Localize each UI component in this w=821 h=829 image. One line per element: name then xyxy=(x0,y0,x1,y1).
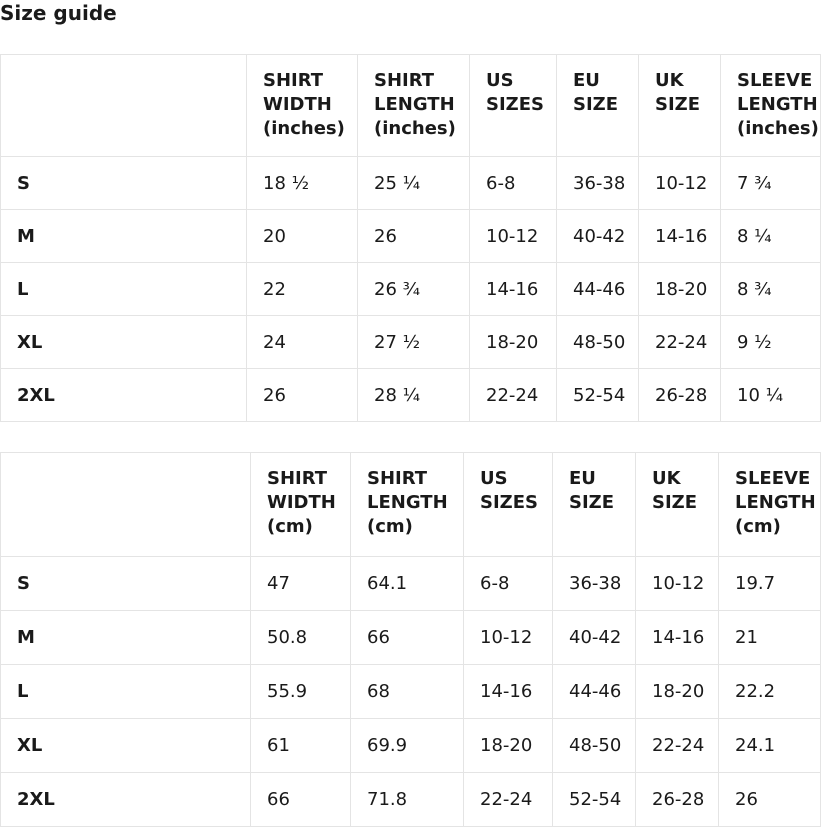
table-cell: 14-16 xyxy=(470,263,557,316)
column-header-line: SHIRT xyxy=(374,70,435,91)
column-header-line: (cm) xyxy=(735,516,781,537)
table-cell: 27 ½ xyxy=(358,316,470,369)
column-header xyxy=(464,453,553,557)
table-cell: 14-16 xyxy=(639,210,721,263)
header-row xyxy=(1,453,821,557)
table-cell: 26 xyxy=(247,369,358,422)
table-cell: 44-46 xyxy=(553,665,636,719)
size-label: 2XL xyxy=(1,773,251,827)
table-cell: 68 xyxy=(351,665,464,719)
column-header xyxy=(351,453,464,557)
table-cell: 18-20 xyxy=(464,719,553,773)
column-header xyxy=(719,453,821,557)
table-cell: 18 ½ xyxy=(247,157,358,210)
table-cell: 55.9 xyxy=(251,665,351,719)
table-body xyxy=(1,557,821,827)
column-header-line: SIZES xyxy=(480,492,538,513)
table-cell: 6-8 xyxy=(470,157,557,210)
table-row xyxy=(1,157,821,210)
table-cell: 50.8 xyxy=(251,611,351,665)
table-cell: 14-16 xyxy=(464,665,553,719)
table-row xyxy=(1,719,821,773)
column-header-line: EU xyxy=(569,468,596,489)
column-header xyxy=(557,55,639,157)
table-header xyxy=(1,55,821,157)
column-header-line: LENGTH xyxy=(374,94,455,115)
table-cell: 26 ¾ xyxy=(358,263,470,316)
size-label: S xyxy=(1,157,247,210)
column-header-line: SIZE xyxy=(655,94,701,115)
table-row xyxy=(1,665,821,719)
table-cell: 10-12 xyxy=(639,157,721,210)
table-cell: 69.9 xyxy=(351,719,464,773)
table-cell: 9 ½ xyxy=(721,316,821,369)
table-cell: 26-28 xyxy=(636,773,719,827)
column-header-line: SLEEVE xyxy=(735,468,811,489)
column-header-line: SIZE xyxy=(569,492,615,513)
column-header-line: SLEEVE xyxy=(737,70,813,91)
table-cell: 48-50 xyxy=(557,316,639,369)
table-cell: 22.2 xyxy=(719,665,821,719)
column-header-line: LENGTH xyxy=(735,492,816,513)
header-row xyxy=(1,55,821,157)
table-row xyxy=(1,611,821,665)
table-row xyxy=(1,557,821,611)
column-header-line: SHIRT xyxy=(267,468,328,489)
column-header-line: (inches) xyxy=(263,118,345,139)
column-header-line: LENGTH xyxy=(737,94,818,115)
table-cell: 52-54 xyxy=(553,773,636,827)
size-table-cm xyxy=(0,452,821,827)
table-cell: 25 ¼ xyxy=(358,157,470,210)
table-row xyxy=(1,773,821,827)
table-header xyxy=(1,453,821,557)
table-cell: 36-38 xyxy=(557,157,639,210)
table-cell: 44-46 xyxy=(557,263,639,316)
column-header-line: US xyxy=(486,70,514,91)
size-label: L xyxy=(1,263,247,316)
table-cell: 20 xyxy=(247,210,358,263)
table-cell: 26-28 xyxy=(639,369,721,422)
column-header-line: UK xyxy=(655,70,684,91)
column-header-line: SHIRT xyxy=(367,468,428,489)
column-header-line: SIZE xyxy=(573,94,619,115)
table-cell: 22 xyxy=(247,263,358,316)
column-header-line: US xyxy=(480,468,508,489)
table-body xyxy=(1,157,821,422)
page-title: Size guide xyxy=(0,1,117,25)
column-header-line: SIZES xyxy=(486,94,544,115)
size-label: 2XL xyxy=(1,369,247,422)
table-cell: 52-54 xyxy=(557,369,639,422)
table-cell: 66 xyxy=(351,611,464,665)
column-header-line: WIDTH xyxy=(263,94,332,115)
table-cell: 10 ¼ xyxy=(721,369,821,422)
column-header-line: SHIRT xyxy=(263,70,324,91)
table-cell: 19.7 xyxy=(719,557,821,611)
table-cell: 21 xyxy=(719,611,821,665)
table-cell: 40-42 xyxy=(553,611,636,665)
table-cell: 22-24 xyxy=(470,369,557,422)
table-cell: 18-20 xyxy=(636,665,719,719)
table-row xyxy=(1,316,821,369)
table-cell: 40-42 xyxy=(557,210,639,263)
column-header xyxy=(636,453,719,557)
size-label: L xyxy=(1,665,251,719)
column-header-line: (inches) xyxy=(374,118,456,139)
table-cell: 71.8 xyxy=(351,773,464,827)
table-row xyxy=(1,263,821,316)
column-header-line: UK xyxy=(652,468,681,489)
table-cell: 6-8 xyxy=(464,557,553,611)
table-cell: 47 xyxy=(251,557,351,611)
column-header-line: (cm) xyxy=(367,516,413,537)
size-label: M xyxy=(1,611,251,665)
table-cell: 10-12 xyxy=(636,557,719,611)
table-cell: 48-50 xyxy=(553,719,636,773)
table-cell: 36-38 xyxy=(553,557,636,611)
size-label: XL xyxy=(1,316,247,369)
column-header-line: SIZE xyxy=(652,492,698,513)
table-cell: 26 xyxy=(719,773,821,827)
size-label: XL xyxy=(1,719,251,773)
column-header xyxy=(251,453,351,557)
table-cell: 18-20 xyxy=(470,316,557,369)
table-cell: 18-20 xyxy=(639,263,721,316)
header-cell-empty xyxy=(1,55,247,157)
table-cell: 7 ¾ xyxy=(721,157,821,210)
table-cell: 14-16 xyxy=(636,611,719,665)
column-header-line: (cm) xyxy=(267,516,313,537)
table-row xyxy=(1,210,821,263)
table-row xyxy=(1,369,821,422)
column-header-line: LENGTH xyxy=(367,492,448,513)
table-cell: 24 xyxy=(247,316,358,369)
header-cell-empty xyxy=(1,453,251,557)
table-cell: 61 xyxy=(251,719,351,773)
table-cell: 10-12 xyxy=(464,611,553,665)
column-header xyxy=(247,55,358,157)
column-header-line: EU xyxy=(573,70,600,91)
column-header xyxy=(358,55,470,157)
table-cell: 26 xyxy=(358,210,470,263)
table-cell: 8 ¼ xyxy=(721,210,821,263)
column-header xyxy=(639,55,721,157)
column-header xyxy=(721,55,821,157)
column-header-line: WIDTH xyxy=(267,492,336,513)
column-header-line: (inches) xyxy=(737,118,819,139)
table-cell: 28 ¼ xyxy=(358,369,470,422)
size-label: M xyxy=(1,210,247,263)
table-cell: 10-12 xyxy=(470,210,557,263)
size-label: S xyxy=(1,557,251,611)
column-header xyxy=(470,55,557,157)
column-header xyxy=(553,453,636,557)
table-cell: 66 xyxy=(251,773,351,827)
table-cell: 64.1 xyxy=(351,557,464,611)
table-cell: 22-24 xyxy=(636,719,719,773)
table-cell: 22-24 xyxy=(464,773,553,827)
size-table-inches xyxy=(0,54,821,422)
table-cell: 8 ¾ xyxy=(721,263,821,316)
table-cell: 22-24 xyxy=(639,316,721,369)
table-cell: 24.1 xyxy=(719,719,821,773)
